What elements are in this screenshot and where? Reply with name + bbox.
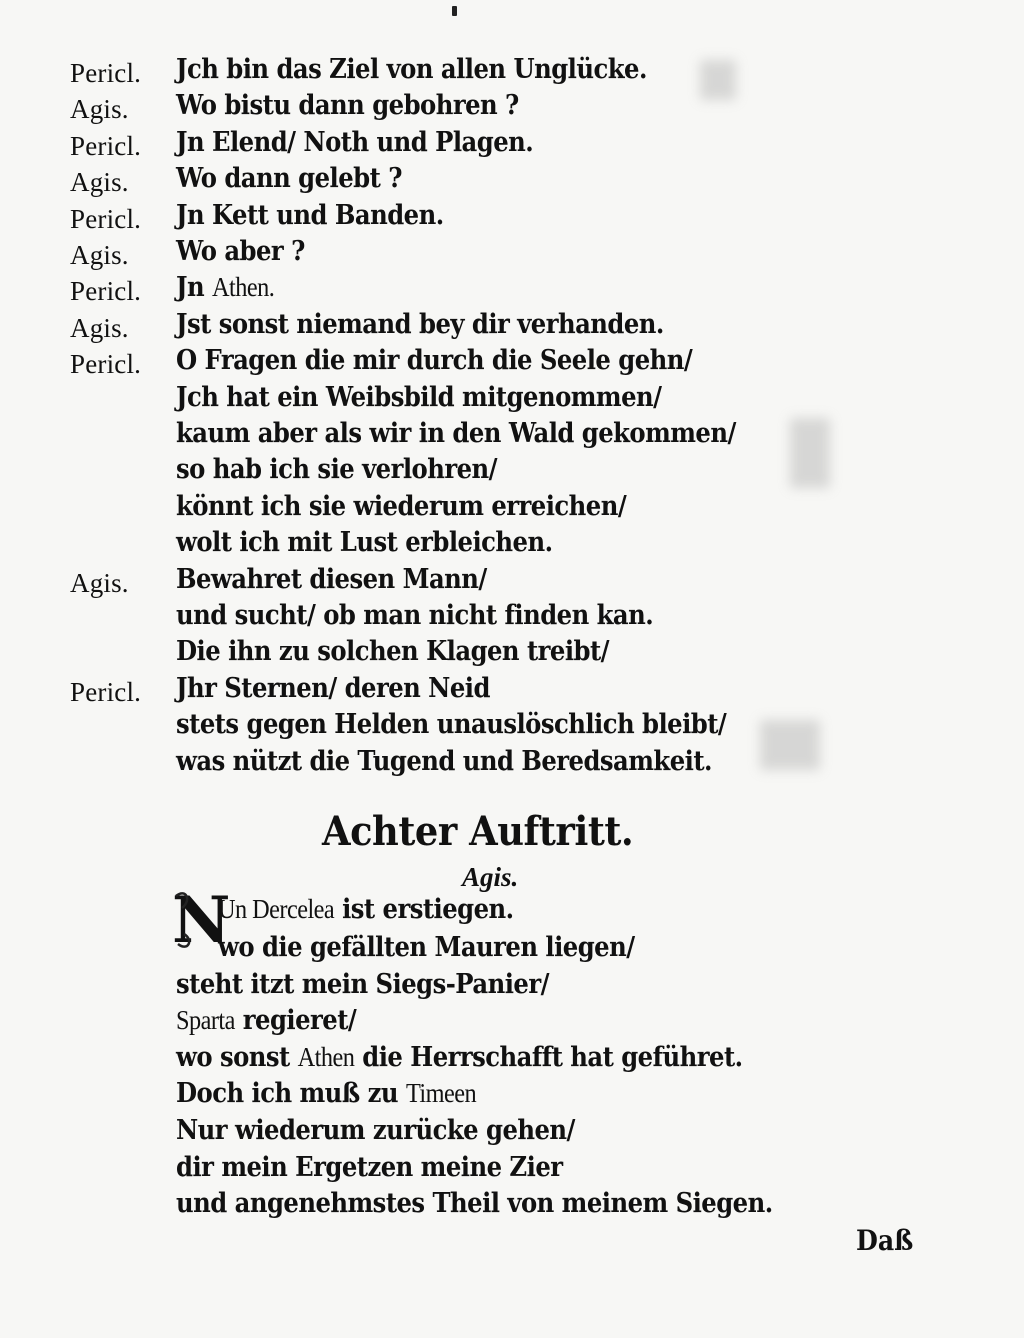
scene-verse-line: [0, 1005, 1024, 1041]
verse-text: Die ihn zu solchen Klagen treibt/: [176, 636, 610, 668]
verse-text: wolt ich mit Lust erbleichen.: [176, 527, 553, 559]
speaker-name: Agis.: [70, 94, 129, 125]
speaker-name: Pericl.: [70, 676, 142, 707]
dialogue-line: [0, 709, 1024, 745]
scene-verse-line: [0, 1115, 1024, 1151]
catchword: Daß: [856, 1224, 914, 1257]
verse-text-roman: Timeen: [405, 1078, 477, 1109]
verse-text-roman: Athen: [297, 1041, 355, 1072]
verse-text-part: steht itzt mein Siegs-Panier/: [176, 968, 549, 1000]
dialogue-line: [0, 454, 1024, 490]
dialogue-line: [0, 309, 1024, 345]
dialogue-line: [0, 418, 1024, 454]
verse-text-roman: Athen.: [212, 272, 275, 303]
verse-text: und sucht/ ob man nicht finden kan.: [176, 600, 654, 631]
verse-text-part: die Herrschafft hat geführet.: [362, 1041, 743, 1073]
verse-text: Bewahret diesen Mann/: [176, 563, 487, 595]
dialogue-line: [0, 600, 1024, 636]
verse-text: Jch hat ein Weibsbild mitgenommen/: [176, 381, 662, 413]
verse-text: Jn Elend/ Noth und Plagen.: [176, 126, 534, 158]
scene-verse-line: [0, 1042, 1024, 1078]
verse-text: Jhr Sternen/ deren Neid: [176, 672, 490, 704]
dialogue-line: [0, 491, 1024, 527]
speaker-name: Pericl.: [70, 58, 142, 88]
verse-text: [176, 1078, 476, 1109]
verse-text: O Fragen die mir durch die Seele gehn/: [176, 345, 693, 377]
dialogue-line: [0, 163, 1024, 199]
dialogue-line: [0, 272, 1024, 308]
page-edge-mark: [452, 6, 457, 16]
speaker-name: Pericl.: [70, 203, 142, 234]
verse-text-roman: Sparta: [176, 1005, 235, 1036]
verse-text: stets gegen Helden unauslöschlich bleibt/: [176, 709, 727, 741]
verse-text: [176, 1152, 563, 1183]
speaker-name: Agis.: [70, 567, 129, 598]
verse-text: [176, 1042, 743, 1073]
speaker-name: Pericl.: [70, 276, 142, 307]
verse-text: Wo aber ?: [176, 236, 305, 267]
scene-verse-line: [0, 1152, 1024, 1188]
verse-text: Wo dann gelebt ?: [176, 163, 402, 195]
verse-text-part: Nur wiederum zurücke gehen/: [176, 1115, 575, 1146]
speaker-name: Pericl.: [70, 349, 142, 380]
dialogue-line: [0, 200, 1024, 236]
verse-text: könnt ich sie wiederum erreichen/: [176, 490, 627, 522]
verse-text: [218, 932, 635, 963]
verse-text: kaum aber als wir in den Wald gekommen/: [176, 418, 736, 449]
scene-verse-line: [0, 932, 1024, 968]
verse-text-part: dir mein Ergetzen meine Zier: [176, 1151, 563, 1183]
dialogue-line: [0, 345, 1024, 381]
verse-text: [176, 1188, 773, 1219]
dialogue-line: [0, 236, 1024, 272]
scene-verse-line: [0, 1188, 1024, 1224]
scene-verse-line: [0, 969, 1024, 1005]
dialogue-line: [0, 90, 1024, 126]
speaker-name: Agis.: [70, 167, 129, 198]
dialogue-line: [0, 527, 1024, 563]
dialogue-line: [0, 382, 1024, 418]
scene-first-line-text: [218, 894, 514, 925]
first-line-roman: Un Dercelea: [218, 894, 335, 924]
verse-text: Jn Kett und Banden.: [176, 199, 444, 231]
dialogue-line: [0, 673, 1024, 709]
first-line-rest: ist erstiegen.: [342, 894, 514, 925]
scene-title: Achter Auftritt.: [322, 808, 634, 855]
verse-text: [176, 272, 274, 303]
verse-text-part: Doch ich muß zu: [176, 1078, 399, 1110]
verse-text-part: und angenehmstes Theil von meinem Siegen.: [176, 1188, 773, 1220]
dialogue-line: [0, 54, 1024, 90]
speaker-name: Agis.: [70, 240, 129, 270]
scene-verse-line: [0, 1078, 1024, 1114]
verse-text-part: wo sonst: [176, 1041, 290, 1073]
speaker-name: Pericl.: [70, 130, 142, 161]
dialogue-line: [0, 127, 1024, 163]
verse-text: [176, 969, 549, 1000]
dialogue-line: [0, 746, 1024, 782]
dropcap-letter: N: [172, 883, 231, 958]
verse-text-prefix: Jn: [176, 272, 213, 304]
verse-text: [176, 1115, 575, 1146]
verse-text: Jst sonst niemand bey dir verhanden.: [176, 308, 664, 340]
dialogue-line: [0, 636, 1024, 672]
dialogue-line: [0, 564, 1024, 600]
verse-text-part: regieret/: [242, 1005, 357, 1037]
verse-text: so hab ich sie verlohren/: [176, 454, 498, 486]
scene-speaker: Agis.: [462, 862, 519, 892]
verse-text-part: wo die gefällten Mauren liegen/: [218, 932, 635, 963]
verse-text: [176, 1005, 356, 1036]
scene-first-line: [0, 894, 1024, 930]
speaker-name: Agis.: [70, 312, 129, 343]
verse-text: was nützt die Tugend und Beredsamkeit.: [176, 745, 712, 777]
verse-text: Wo bistu dann gebohren ?: [176, 90, 519, 122]
verse-text: Jch bin das Ziel von allen Unglücke.: [176, 54, 647, 85]
